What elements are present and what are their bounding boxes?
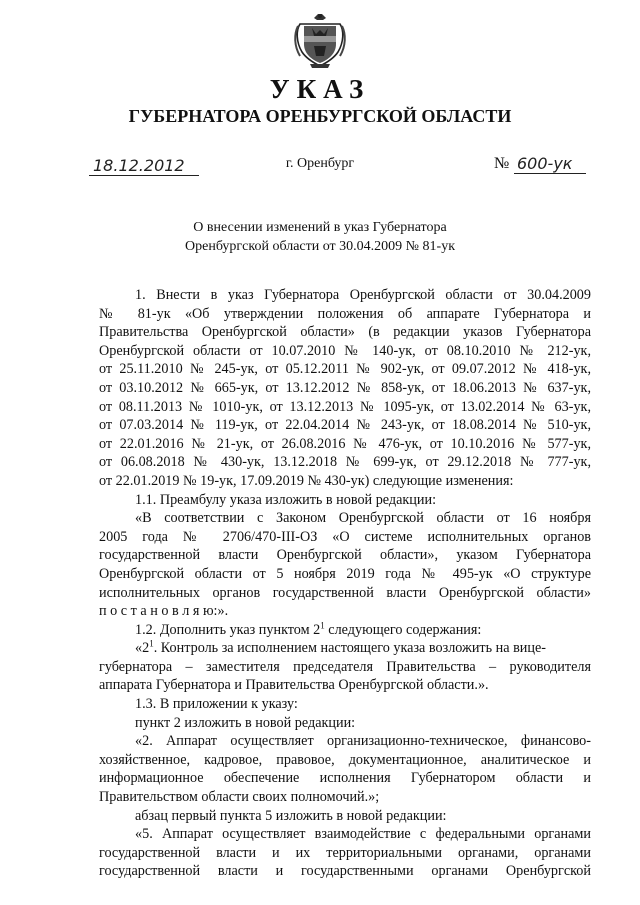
body-line: государственной власти и государственными органами Оренбургской [99, 863, 591, 880]
body-line: «2. Аппарат осуществляет организационно-техническое, финансово- [135, 733, 591, 750]
handwritten-number: 600-ук [517, 154, 573, 173]
body-line: Правительства Оренбургской области» (в редакции указов Губернатора [99, 324, 591, 341]
body-line: информационное обеспечение исполнения Губернатором области и [99, 770, 591, 787]
body-line: губернатора – заместителя председателя Правительства – руководителя [99, 658, 591, 675]
body-line: абзац первый пункта 5 изложить в новой редакции: [135, 807, 447, 824]
handwritten-date: 18.12.2012 [93, 156, 185, 175]
document-body [99, 286, 591, 881]
body-line: от 22.01.2016 № 21-ук, от 26.08.2016 № 476-ук, от 10.10.2016 № 577-ук, [99, 435, 591, 452]
body-line: от 25.11.2010 № 245-ук, от 05.12.2011 № 902-ук, от 09.07.2012 № 418-ук, [99, 361, 591, 378]
body-line: от 07.03.2014 № 119-ук, от 22.04.2014 № 243-ук, от 18.08.2014 № 510-ук, [99, 417, 591, 434]
coat-of-arms-icon [292, 12, 348, 70]
body-line: 1.3. В приложении к указу: [135, 696, 298, 713]
number-label: № [494, 155, 510, 172]
document-title: УКАЗ [269, 74, 371, 104]
body-line: государственной власти Оренбургской области», указом Губернатора [99, 547, 591, 564]
body-line: 2005 года № 2706/470-III-ОЗ «О системе исполнительных органов [99, 528, 591, 545]
document-subject [0, 218, 640, 256]
date-underline [89, 175, 199, 176]
body-line: аппарата Губернатора и Правительства Оренбургской области.». [99, 677, 489, 694]
body-text: . Контроль за исполнением настоящего указа возложить на вице- [153, 640, 546, 657]
body-line: государственной власти и их территориальными органами, органами [99, 844, 591, 861]
body-line: Оренбургской области от 5 ноября 2019 года № 495-ук «О структуре [99, 565, 591, 582]
subject-line: Оренбургской области от 30.04.2009 № 81-ук [185, 239, 455, 254]
body-line: «5. Аппарат осуществляет взаимодействие с федеральными органами [135, 826, 591, 843]
body-line: 1.1. Преамбулу указа изложить в новой редакции: [135, 491, 437, 508]
body-line: Правительством области своих полномочий.»; [99, 789, 380, 806]
superscript: 1 [320, 619, 325, 630]
body-line: от 06.08.2018 № 430-ук, 13.12.2018 № 699-ук, от 29.12.2018 № 777-ук, [99, 454, 591, 471]
body-line: от 08.11.2013 № 1010-ук, от 13.12.2013 № 1095-ук, от 13.02.2014 № 63-ук, [99, 398, 591, 415]
body-line: 1. Внести в указ Губернатора Оренбургской области от 30.04.2009 [135, 287, 591, 303]
document-subtitle: ГУБЕРНАТОРА ОРЕНБУРГСКОЙ ОБЛАСТИ [128, 106, 512, 126]
body-line-with-sup [99, 621, 591, 640]
body-line: исполнительных органов государственной власти Оренбургской области» [99, 584, 591, 601]
body-line: Оренбургской области от 10.07.2010 № 140-ук, от 08.10.2010 № 212-ук, [99, 342, 591, 359]
body-line-with-sup [99, 639, 591, 658]
city-label: г. Оренбург [285, 156, 355, 171]
body-line: хозяйственное, кадровое, правовое, документационное, аналитическое и [99, 751, 591, 768]
body-line: от 22.01.2019 № 19-ук, 17.09.2019 № 430-ук) следующие изменения: [99, 472, 514, 489]
body-text: «2 [135, 640, 150, 657]
body-line: п о с т а н о в л я ю:». [99, 603, 229, 620]
body-text: следующего содержания: [324, 621, 482, 638]
body-text: 1.2. Дополнить указ пунктом 2 [135, 621, 321, 638]
body-line: «В соответствии с Законом Оренбургской области от 16 ноября [135, 510, 591, 527]
body-line: № 81-ук «Об утверждении положения об аппарате Губернатора и [99, 305, 591, 322]
body-line: от 03.10.2012 № 665-ук, от 13.12.2012 № 858-ук, от 18.06.2013 № 637-ук, [99, 379, 591, 396]
superscript: 1 [149, 638, 154, 649]
body-line: пункт 2 изложить в новой редакции: [135, 714, 356, 731]
number-underline [514, 173, 586, 174]
subject-line: О внесении изменений в указ Губернатора [193, 220, 447, 235]
